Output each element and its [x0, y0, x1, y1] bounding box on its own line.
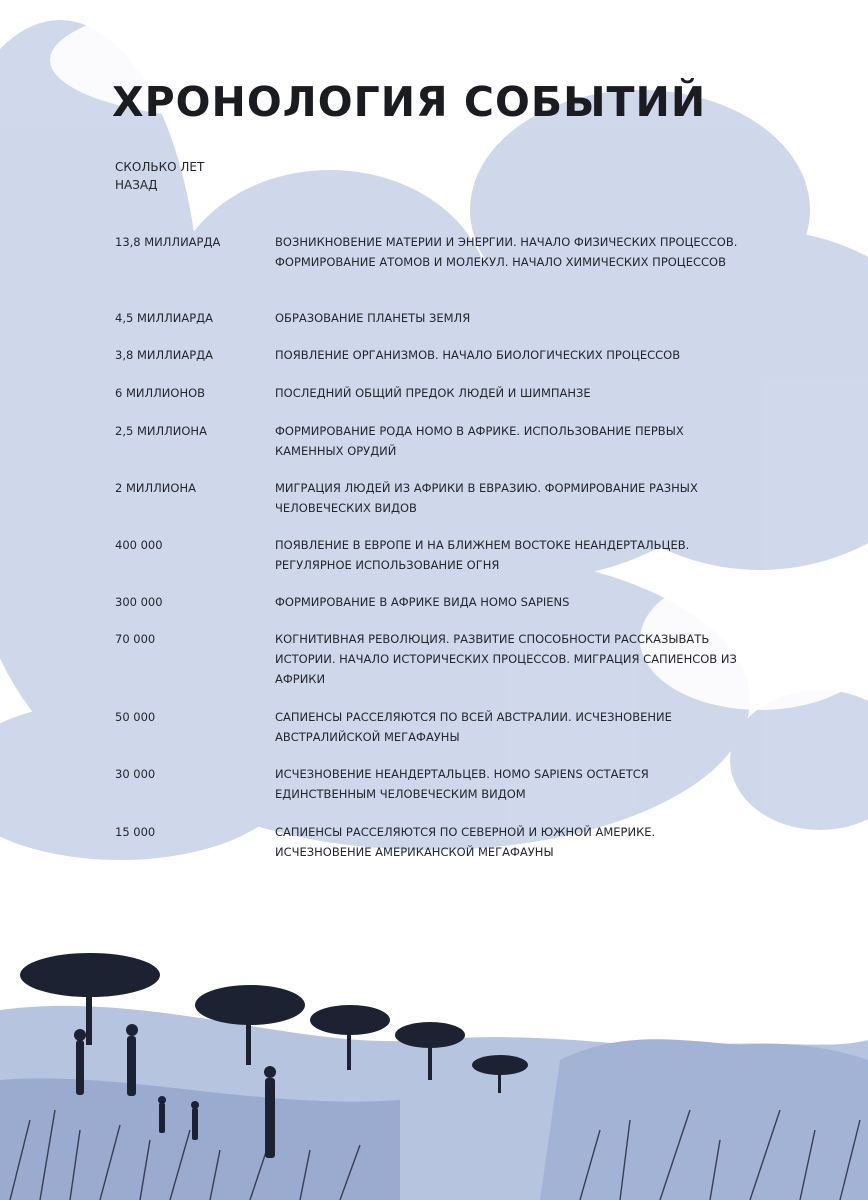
- timeline-event: МИГРАЦИЯ ЛЮДЕЙ ИЗ АФРИКИ В ЕВРАЗИЮ. ФОРМИРОВАНИЕ РАЗНЫХ ЧЕЛОВЕЧЕСКИХ ВИДОВ: [275, 481, 698, 515]
- timeline-event: ВОЗНИКНОВЕНИЕ МАТЕРИИ И ЭНЕРГИИ. НАЧАЛО ФИЗИЧЕСКИХ ПРОЦЕССОВ. ФОРМИРОВАНИЕ АТОМОВ И МОЛЕКУЛ. НАЧАЛО ХИМИЧЕСКИХ ПРОЦЕССОВ: [275, 235, 738, 269]
- timeline-years-ago: 13,8 МИЛЛИАРДА: [115, 235, 221, 249]
- timeline-years-ago: 4,5 МИЛЛИАРДА: [115, 311, 214, 325]
- timeline-event: КОГНИТИВНАЯ РЕВОЛЮЦИЯ. РАЗВИТИЕ СПОСОБНОСТИ РАССКАЗЫВАТЬ ИСТОРИИ. НАЧАЛО ИСТОРИЧЕСКИХ ПРОЦЕССОВ. МИГРАЦИЯ САПИЕНСОВ ИЗ АФРИКИ: [275, 632, 737, 686]
- timeline-years-ago: 400 000: [115, 538, 163, 552]
- timeline-years-ago: 2 МИЛЛИОНА: [115, 481, 196, 495]
- timeline-years-ago: 30 000: [115, 767, 156, 781]
- timeline-event: ОБРАЗОВАНИЕ ПЛАНЕТЫ ЗЕМЛЯ: [275, 311, 471, 325]
- timeline-years-ago: 6 МИЛЛИОНОВ: [115, 386, 206, 400]
- timeline-years-ago: 70 000: [115, 632, 156, 646]
- timeline-event: ПОЯВЛЕНИЕ В ЕВРОПЕ И НА БЛИЖНЕМ ВОСТОКЕ НЕАНДЕРТАЛЬЦЕВ. РЕГУЛЯРНОЕ ИСПОЛЬЗОВАНИЕ ОГНЯ: [275, 538, 690, 572]
- timeline-years-ago: 50 000: [115, 710, 156, 724]
- timeline-event: ИСЧЕЗНОВЕНИЕ НЕАНДЕРТАЛЬЦЕВ. HOMO SAPIENS ОСТАЕТСЯ ЕДИНСТВЕННЫМ ЧЕЛОВЕЧЕСКИМ ВИДОМ: [275, 767, 649, 801]
- timeline-years-ago: 300 000: [115, 595, 163, 609]
- timeline-event: ПОЯВЛЕНИЕ ОРГАНИЗМОВ. НАЧАЛО БИОЛОГИЧЕСКИХ ПРОЦЕССОВ: [275, 348, 681, 362]
- timeline-event: ФОРМИРОВАНИЕ В АФРИКЕ ВИДА HOMO SAPIENS: [275, 595, 570, 609]
- timeline-event: ПОСЛЕДНИЙ ОБЩИЙ ПРЕДОК ЛЮДЕЙ И ШИМПАНЗЕ: [275, 386, 591, 400]
- timeline-event: САПИЕНСЫ РАССЕЛЯЮТСЯ ПО ВСЕЙ АВСТРАЛИИ. ИСЧЕЗНОВЕНИЕ АВСТРАЛИЙСКОЙ МЕГАФАУНЫ: [275, 710, 672, 744]
- timeline-years-ago: 3,8 МИЛЛИАРДА: [115, 348, 214, 362]
- column-header-years-ago: СКОЛЬКО ЛЕТ НАЗАД: [115, 160, 205, 192]
- page-title: ХРОНОЛОГИЯ СОБЫТИЙ: [112, 78, 707, 126]
- timeline-event: САПИЕНСЫ РАССЕЛЯЮТСЯ ПО СЕВЕРНОЙ И ЮЖНОЙ АМЕРИКЕ. ИСЧЕЗНОВЕНИЕ АМЕРИКАНСКОЙ МЕГАФАУНЫ: [275, 825, 656, 859]
- timeline-event: ФОРМИРОВАНИЕ РОДА HOMO В АФРИКЕ. ИСПОЛЬЗОВАНИЕ ПЕРВЫХ КАМЕННЫХ ОРУДИЙ: [275, 424, 684, 458]
- timeline-years-ago: 15 000: [115, 825, 156, 839]
- timeline-years-ago: 2,5 МИЛЛИОНА: [115, 424, 207, 438]
